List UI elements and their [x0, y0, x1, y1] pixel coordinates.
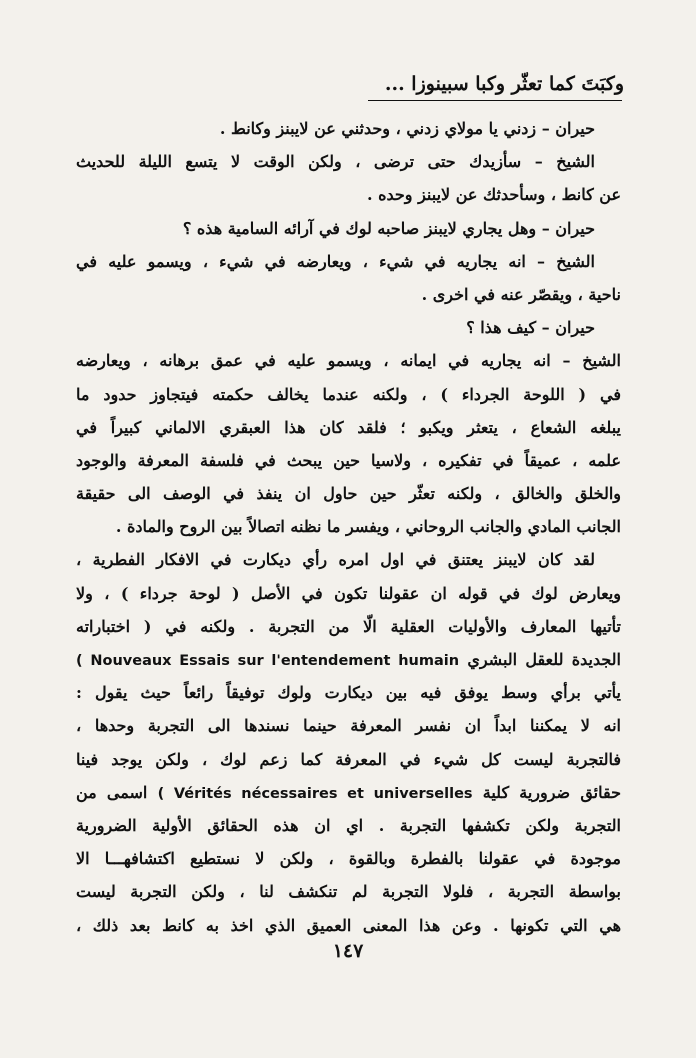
text-line: علمه ، عميقاً في تفكيره ، ولاسيا حين يبحث في فلسفة المعرفة والوجود: [76, 450, 621, 470]
latin-title: ( Nouveaux Essais sur l'entendement humain: [76, 653, 460, 669]
page-number: ١٤٧: [332, 940, 364, 962]
text-line: يأتي برأي وسط يوفق فيه بين ديكارت ولوك توفيقاً رائعاً حيث يقول :: [76, 683, 621, 703]
text-line: انه لا يمكننا ابداً ان نفسر المعرفة حينما نسندها الى التجربة وحدها ،: [76, 716, 621, 736]
text-line: حيران – زدني يا مولاي زدني ، وحدثني عن لايبنز وكانط .: [219, 119, 595, 138]
text-line: والخلق والخالق ، ولكنه تعثّر حين حاول ان ينفذ في الوصف الى حقيقة: [76, 484, 621, 504]
text-line: بواسطة التجربة ، فلولا التجربة لم تنكشف لنا ، ولكن التجربة ليست: [76, 882, 621, 902]
text-line: التجربة ولكن تكشفها التجربة . اي ان هذه الحقائق الأولية الضرورية: [76, 815, 621, 835]
latin-term: ( Vérités nécessaires et universelles: [157, 785, 473, 802]
text-line: حيران – كيف هذا ؟: [466, 318, 595, 338]
text-line: الشيخ – انه يجاريه في ايمانه ، ويسمو عليه في عمق برهانه ، ويعارضه: [76, 351, 621, 371]
text-line: ناحية ، ويقصّر عنه في اخرى .: [421, 284, 621, 304]
text-line: حيران – وهل يجاري لايبنز صاحبه لوك في آرائه السامية هذه ؟: [182, 218, 595, 238]
text-line: عن كانط ، وسأحدثك عن لايبنز وحده .: [366, 185, 621, 205]
text-line: يبلغه الشعاع ، يتعثر ويكبو ؛ فلقد كان هذا العبقري الالماني كبيراً في: [76, 417, 621, 437]
text-line: لقد كان لايبنز يعتنق في اول امره رأي ديكارت في الافكار الفطرية ،: [76, 550, 595, 570]
text-line: هي التي تكونها . وعن هذا المعنى العميق الذي اخذ به كانط بعد ذلك ،: [76, 915, 621, 935]
text-line: موجودة في عقولنا بالفطرة وبالقوة ، ولكن لا نستطيع اكتشافهـــا الا: [76, 849, 621, 869]
running-head: وكبَتَ كما تعثّر وكبا سبينوزا ...: [384, 73, 624, 95]
text-line: الجانب المادي والجانب الروحاني ، ويفسر ما نظنه اتصالاً بين الروح والمادة .: [115, 517, 621, 537]
text-line-mixed: [76, 776, 621, 809]
arabic-segment: حقائق ضرورية كلية: [482, 782, 621, 802]
text-line: ويعارض لوك في قوله ان عقولنا تكون في الأصل ( لوحة جرداء ) ، ولا: [76, 583, 621, 603]
arabic-segment: الجديدة للعقل البشري: [467, 650, 621, 669]
text-line: الشيخ – انه يجاريه في شيء ، ويعارضه في شيء ، ويسمو عليه في: [76, 251, 595, 271]
text-line: فالتجربة ليست كل شيء في المعرفة كما زعم لوك ، ولكن يوجد فينا: [76, 749, 621, 769]
arabic-segment: اسمى من: [76, 782, 148, 802]
text-line-mixed: [76, 643, 621, 676]
body-text: [76, 112, 621, 942]
text-line: في ( اللوحة الجرداء ) ، ولكنه عندما يخالف حكمته فيتجاوز حدود ما: [76, 384, 621, 404]
text-line: الشيخ – سأزيدك حتى ترضى ، ولكن الوقت لا يتسع الليلة للحديث: [76, 152, 595, 172]
running-head-rule: [368, 100, 622, 101]
text-line: تأتيها المعارف والأوليات العقلية الّا من التجربة . ولكنه في ( اختباراته: [76, 616, 621, 636]
